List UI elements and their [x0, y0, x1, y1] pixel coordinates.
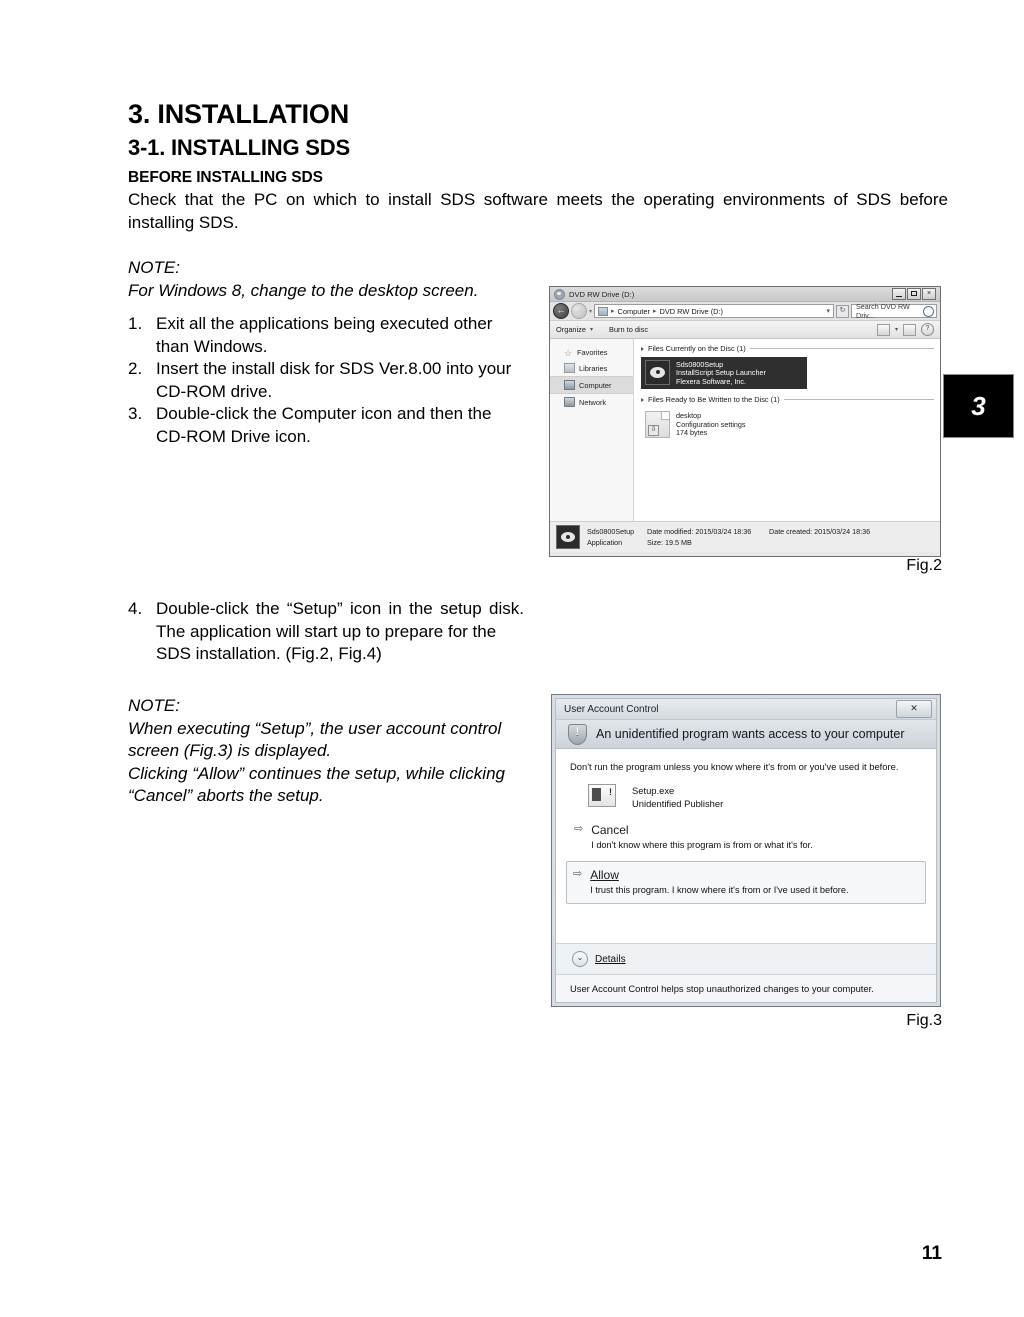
note-block-windows8	[128, 257, 528, 302]
file-name: Sds0800Setup	[676, 360, 724, 369]
uac-banner	[556, 719, 936, 749]
uac-allow-label-text: Allow	[590, 868, 619, 882]
group-header-pending-files[interactable]	[641, 395, 934, 404]
expand-triangle-icon[interactable]	[641, 347, 644, 351]
steps-list-second	[128, 598, 524, 666]
uac-banner-text: An unidentified program wants access to your computer	[596, 727, 905, 741]
breadcrumb-separator: ▸	[652, 308, 657, 315]
list-item-line: Insert the install disk for SDS Ver.8.00 into your	[156, 359, 512, 378]
sidebar-item-network[interactable]	[550, 394, 633, 410]
breadcrumb-separator: ▸	[611, 308, 615, 315]
chapter-tab: 3	[943, 374, 1014, 438]
group-header-label: Files Ready to Be Written to the Disc (1)	[648, 395, 780, 405]
shield-warning-icon	[568, 724, 587, 745]
note-line: For Windows 8, change to the desktop screen.	[128, 280, 479, 300]
status-file-type: Application	[587, 538, 623, 547]
uac-details-label-text: Details	[595, 953, 626, 965]
breadcrumb[interactable]	[594, 304, 834, 318]
sidebar-item-label: Favorites	[577, 348, 608, 357]
status-size-value: 19.5 MB	[664, 538, 692, 547]
burn-to-disc-button[interactable]: Burn to disc	[609, 325, 649, 334]
computer-icon	[598, 307, 608, 316]
configuration-file-icon	[645, 411, 670, 438]
note-label: NOTE:	[128, 696, 180, 715]
uac-allow-option[interactable]	[566, 861, 926, 904]
minimize-button[interactable]	[892, 288, 906, 300]
back-button[interactable]	[553, 303, 569, 319]
breadcrumb-item-computer[interactable]: Computer	[617, 306, 650, 316]
explorer-toolbar	[550, 321, 940, 339]
arrow-right-icon: ⇨	[573, 868, 583, 880]
close-button[interactable]: ✕	[896, 700, 932, 718]
refresh-icon[interactable]: ↻	[836, 305, 849, 318]
list-item-number: 1.	[128, 314, 143, 333]
list-item-line: Exit all the applications being executed other	[156, 314, 493, 333]
search-placeholder: Search DVD RW Driv...	[856, 302, 910, 320]
file-list-pane	[634, 339, 940, 521]
figure-2-explorer-window	[549, 286, 941, 557]
uac-footer-text: User Account Control helps stop unauthorized changes to your computer.	[556, 974, 936, 1002]
pending-download-badge-icon: ⇩	[648, 425, 659, 436]
list-item[interactable]	[641, 408, 934, 441]
group-header-current-files[interactable]	[641, 344, 934, 353]
page-title-installation: 3. INSTALLATION	[128, 99, 349, 129]
list-item-line: than Windows.	[156, 336, 268, 356]
note-line: Clicking “Allow” continues the setup, while clicking	[128, 763, 505, 783]
status-spacer	[769, 538, 870, 547]
list-item-line: CD-ROM drive.	[156, 381, 273, 401]
disc-drive-icon	[554, 289, 565, 300]
sidebar-item-computer[interactable]	[550, 376, 633, 394]
setup-application-icon	[645, 360, 670, 385]
status-date-modified-label: Date modified:	[647, 527, 694, 536]
uac-cancel-option-body	[591, 823, 813, 851]
forward-arrow-icon: →	[574, 305, 584, 315]
file-name: desktop	[676, 411, 702, 421]
note-line: When executing “Setup”, the user account control	[128, 718, 502, 738]
explorer-titlebar	[550, 287, 940, 302]
list-item-text	[156, 403, 524, 448]
help-icon[interactable]: ?	[921, 323, 934, 336]
page-number: 11	[921, 1243, 942, 1264]
subsection-title-before-installing-sds: BEFORE INSTALLING SDS	[128, 169, 323, 186]
file-size: 174 bytes	[676, 428, 708, 438]
list-item-text	[156, 313, 524, 358]
list-item[interactable]	[641, 357, 807, 389]
list-item	[128, 598, 524, 666]
status-date-modified	[647, 527, 769, 536]
network-icon	[564, 397, 575, 407]
close-button[interactable]: ×	[922, 288, 936, 300]
uac-main-content	[556, 749, 936, 943]
figure-caption-fig3: Fig.3	[906, 1012, 942, 1029]
chevron-down-icon[interactable]: ▾	[590, 327, 594, 333]
explorer-body	[550, 339, 940, 521]
list-item-line: Double-click the Computer icon and then the	[156, 404, 492, 423]
star-icon: ☆	[564, 347, 573, 358]
icon-block	[592, 788, 601, 801]
breadcrumb-end	[826, 307, 830, 315]
uac-program-info	[632, 784, 723, 810]
uac-warning-text: Don't run the program unless you know where it's from or you've used it before.	[570, 761, 899, 772]
status-date-created-label: Date created:	[769, 527, 813, 536]
uac-program-name: Setup.exe	[632, 785, 675, 796]
list-item-text	[156, 358, 524, 403]
list-item-line: CD-ROM Drive icon.	[156, 426, 311, 446]
setup-application-icon	[556, 525, 580, 549]
computer-icon	[564, 380, 575, 390]
sidebar-item-label: Network	[579, 397, 607, 407]
expand-triangle-icon[interactable]	[641, 398, 644, 402]
note-block-uac	[128, 695, 528, 808]
forward-button[interactable]	[571, 303, 587, 319]
group-header-label: Files Currently on the Disc (1)	[648, 344, 746, 353]
note-line: “Cancel” aborts the setup.	[128, 786, 324, 805]
change-view-icon[interactable]	[877, 324, 890, 336]
list-item-number: 3.	[128, 404, 143, 423]
uac-cancel-label: Cancel	[591, 823, 629, 837]
file-description: Configuration settings	[676, 419, 746, 429]
section-title-installing-sds: 3-1. INSTALLING SDS	[128, 135, 350, 160]
organize-button[interactable]: Organize	[556, 325, 586, 334]
file-publisher: Flexera Software, Inc.	[676, 376, 746, 386]
status-date-created	[769, 527, 870, 536]
breadcrumb-item-drive[interactable]: DVD RW Drive (D:)	[659, 306, 724, 316]
explorer-status-bar	[550, 521, 940, 552]
list-item-number: 2.	[128, 359, 143, 378]
intro-paragraph: Check that the PC on which to install SDS software meets the operating environments of SDS before installing SDS.	[128, 190, 948, 232]
explorer-window-title: DVD RW Drive (D:)	[569, 289, 635, 299]
uac-details-label	[595, 954, 626, 965]
status-file-name: Sds0800Setup	[587, 527, 635, 536]
list-item-line: SDS installation. (Fig.2, Fig.4)	[156, 644, 382, 663]
status-size-label: Size:	[647, 538, 663, 547]
group-header-rule	[784, 399, 934, 400]
uac-titlebar	[556, 699, 936, 719]
note-label: NOTE:	[128, 258, 180, 277]
figure-3-uac-dialog	[551, 694, 941, 1007]
uac-program-row	[588, 784, 922, 810]
file-metadata	[676, 360, 766, 386]
uac-cancel-option[interactable]	[570, 823, 922, 851]
sidebar-item-label: Libraries	[579, 363, 608, 373]
sidebar-item-favorites[interactable]	[550, 345, 633, 360]
figure-caption-fig2: Fig.2	[906, 557, 942, 574]
executable-file-icon	[588, 784, 616, 807]
group-header-rule	[750, 348, 934, 349]
list-item-text	[156, 598, 524, 666]
arrow-right-icon: ⇨	[574, 823, 584, 835]
uac-details-toggle[interactable]	[556, 943, 936, 974]
status-date-created-value: 2015/03/24 18:36	[814, 527, 871, 536]
uac-window-title: User Account Control	[564, 703, 659, 715]
status-size	[647, 538, 769, 547]
list-item	[128, 313, 524, 358]
list-item-number: 4.	[128, 599, 143, 618]
status-details-grid	[587, 527, 870, 547]
sidebar-item-label: Computer	[579, 380, 612, 390]
icon-exclamation: !	[609, 787, 612, 797]
file-corner-fold	[661, 412, 669, 420]
history-dropdown-icon[interactable]: ▾	[589, 308, 593, 315]
chevron-down-icon: ⌄	[572, 951, 588, 967]
window-controls	[892, 288, 936, 300]
sidebar-item-libraries[interactable]	[550, 360, 633, 376]
back-arrow-icon: ←	[556, 305, 566, 315]
uac-cancel-description: I don't know where this program is from or what it's for.	[591, 840, 813, 850]
steps-list-first	[128, 313, 524, 448]
toolbar-right-group	[877, 323, 934, 336]
preview-pane-icon[interactable]	[903, 324, 916, 336]
uac-program-publisher: Unidentified Publisher	[632, 798, 724, 809]
uac-allow-option-body	[590, 868, 848, 896]
maximize-button[interactable]	[907, 288, 921, 300]
search-icon	[923, 306, 934, 317]
list-item-line: Double-click the “Setup” icon in the setup disk. The application will start up to prepare for the	[156, 599, 524, 641]
libraries-icon	[564, 363, 575, 373]
note-line: screen (Fig.3) is displayed.	[128, 741, 332, 760]
explorer-address-bar	[550, 302, 940, 321]
uac-allow-description: I trust this program. I know where it's from or I've used it before.	[590, 885, 849, 895]
file-metadata	[676, 411, 746, 437]
search-input[interactable]	[851, 304, 937, 318]
list-item	[128, 403, 524, 448]
uac-dialog-inner	[555, 698, 937, 1003]
file-description: InstallScript Setup Launcher	[676, 368, 766, 378]
chevron-down-icon[interactable]: ▾	[894, 327, 898, 333]
chevron-down-icon[interactable]: ▾	[826, 308, 830, 315]
navigation-pane	[550, 339, 634, 521]
list-item	[128, 358, 524, 403]
status-date-modified-value: 2015/03/24 18:36	[695, 527, 752, 536]
uac-allow-label	[590, 868, 848, 882]
